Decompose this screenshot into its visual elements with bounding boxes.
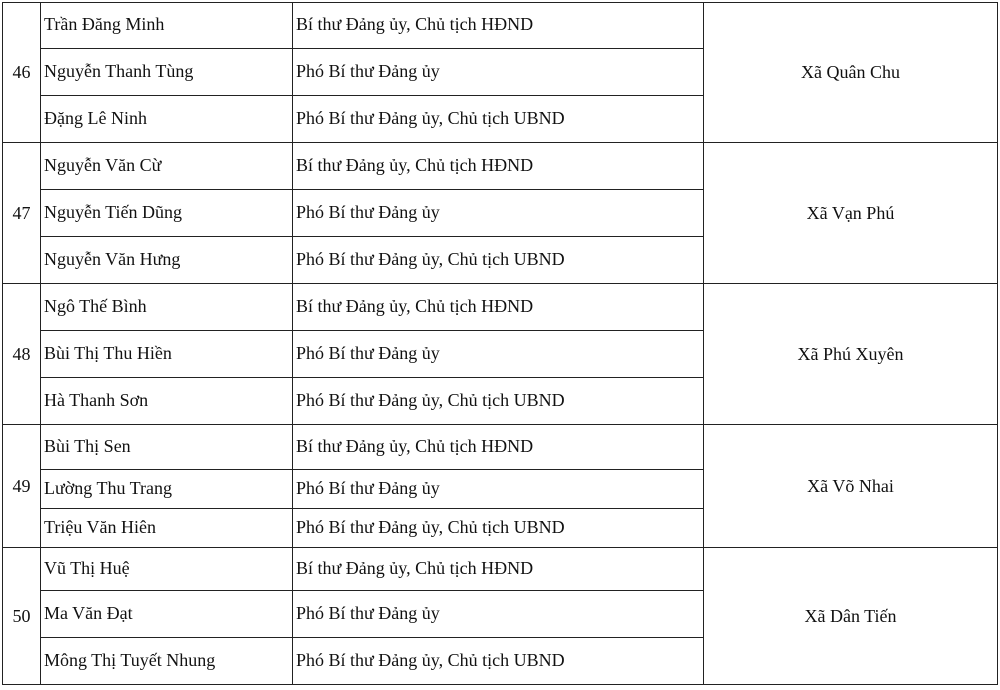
member-position: Bí thư Đảng ủy, Chủ tịch HĐND [293, 143, 704, 190]
table-row [3, 548, 998, 591]
row-number: 49 [3, 425, 41, 548]
member-name: Nguyễn Văn Hưng [41, 237, 293, 284]
table-row [3, 284, 998, 331]
unit-name: Xã Võ Nhai [704, 425, 998, 548]
member-name: Lường Thu Trang [41, 470, 293, 509]
row-number: 50 [3, 548, 41, 685]
member-name: Nguyễn Thanh Tùng [41, 49, 293, 96]
member-position: Phó Bí thư Đảng ủy, Chủ tịch UBND [293, 378, 704, 425]
row-number: 48 [3, 284, 41, 425]
member-name: Vũ Thị Huệ [41, 548, 293, 591]
member-position: Bí thư Đảng ủy, Chủ tịch HĐND [293, 425, 704, 470]
unit-name: Xã Vạn Phú [704, 143, 998, 284]
group-50 [3, 548, 998, 685]
row-number: 47 [3, 143, 41, 284]
member-name: Trần Đăng Minh [41, 3, 293, 49]
group-49 [3, 425, 998, 548]
member-name: Triệu Văn Hiên [41, 509, 293, 548]
member-position: Phó Bí thư Đảng ủy, Chủ tịch UBND [293, 237, 704, 284]
member-name: Bùi Thị Sen [41, 425, 293, 470]
member-position: Phó Bí thư Đảng ủy, Chủ tịch UBND [293, 509, 704, 548]
member-name: Mông Thị Tuyết Nhung [41, 638, 293, 685]
member-position: Bí thư Đảng ủy, Chủ tịch HĐND [293, 284, 704, 331]
member-name: Ngô Thế Bình [41, 284, 293, 331]
member-position: Phó Bí thư Đảng ủy [293, 49, 704, 96]
member-name: Nguyễn Tiến Dũng [41, 190, 293, 237]
member-name: Nguyễn Văn Cừ [41, 143, 293, 190]
member-name: Đặng Lê Ninh [41, 96, 293, 143]
member-position: Bí thư Đảng ủy, Chủ tịch HĐND [293, 3, 704, 49]
member-position: Phó Bí thư Đảng ủy [293, 470, 704, 509]
member-position: Phó Bí thư Đảng ủy [293, 331, 704, 378]
member-name: Hà Thanh Sơn [41, 378, 293, 425]
table-row [3, 143, 998, 190]
group-47 [3, 143, 998, 284]
member-position: Bí thư Đảng ủy, Chủ tịch HĐND [293, 548, 704, 591]
table-row [3, 425, 998, 470]
member-position: Phó Bí thư Đảng ủy [293, 591, 704, 638]
unit-name: Xã Quân Chu [704, 3, 998, 143]
member-position: Phó Bí thư Đảng ủy, Chủ tịch UBND [293, 96, 704, 143]
personnel-table [2, 2, 998, 685]
row-number: 46 [3, 3, 41, 143]
group-46 [3, 3, 998, 143]
member-name: Bùi Thị Thu Hiền [41, 331, 293, 378]
member-name: Ma Văn Đạt [41, 591, 293, 638]
member-position: Phó Bí thư Đảng ủy, Chủ tịch UBND [293, 638, 704, 685]
group-48 [3, 284, 998, 425]
unit-name: Xã Phú Xuyên [704, 284, 998, 425]
member-position: Phó Bí thư Đảng ủy [293, 190, 704, 237]
table-row [3, 3, 998, 49]
unit-name: Xã Dân Tiến [704, 548, 998, 685]
